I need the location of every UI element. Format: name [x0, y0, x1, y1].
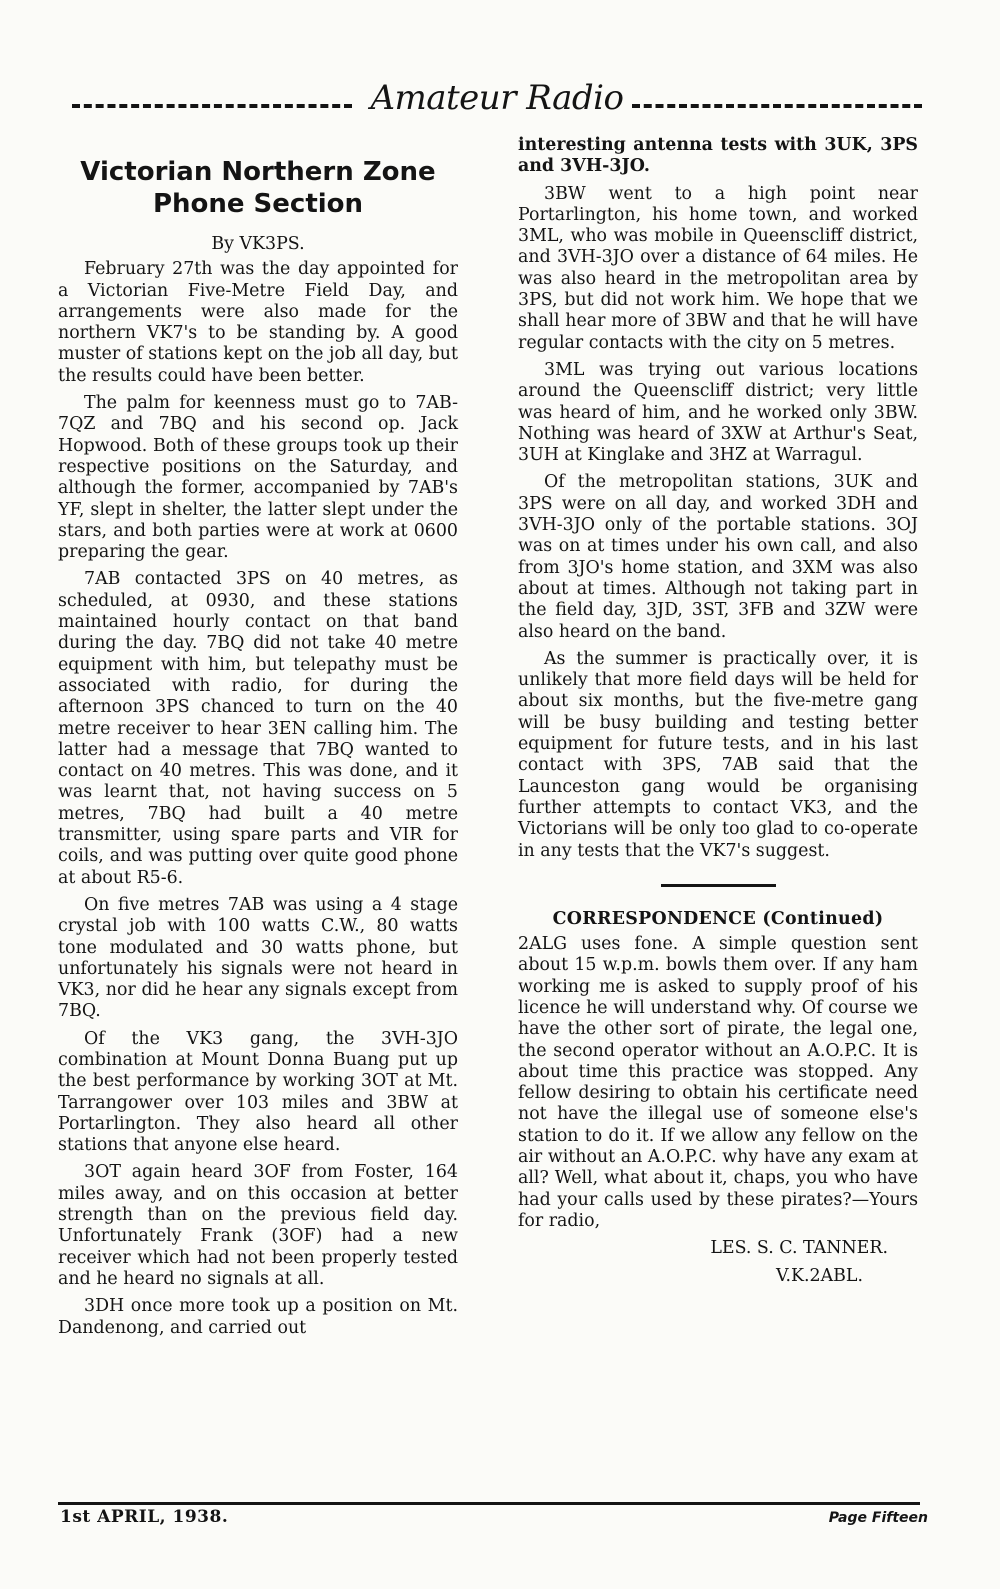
- masthead: [72, 78, 922, 130]
- article-title-line2: Phone Section: [152, 189, 364, 219]
- left-column: [58, 150, 458, 1345]
- article-paragraph: 3ML was trying out various locations around the Queenscliff district; very little was heard of him, and he worked only 3BW. Nothing was heard of 3XW at Arthur's Seat, 3UH at Kinglake and 3HZ at Warragul.: [518, 359, 918, 466]
- correspondence-body: 2ALG uses fone. A simple question sent about 15 w.p.m. bowls them over. If any ham working me is asked to supply proof of his licence he will understand why. Of course we have the other sort of pirate, the legal one, the second operator without an A.O.P.C. It is about time this practice was stopped. Any fellow desiring to obtain his certificate need not have the illegal use of someone else's station to do it. If we allow any fellow on the air without an A.O.P.C. why have any exam at all? Well, what about it, chaps, you who have had your calls used by these pirates?—Yours for radio,: [518, 934, 918, 1231]
- article-paragraph: interesting antenna tests with 3UK, 3PS and 3VH-3JO.: [518, 135, 918, 177]
- right-column: [518, 135, 918, 1293]
- article-paragraph: 7AB contacted 3PS on 40 metres, as scheduled, at 0930, and these stations maintained hourly contact on that band during the day. 7BQ did not take 40 metre equipment with him, but telepathy must be associated with radio, for during the afternoon 3PS chanced to turn on the 40 metre receiver to hear 3EN calling him. The latter had a message that 7BQ wanted to contact on 40 metres. This was done, and it was learnt that, not having success on 5 metres, 7BQ had built a 40 metre transmitter, using spare parts and VIR for coils, and was putting over quite good phone at about R5-6.: [58, 569, 458, 888]
- page-number: Page Fifteen: [828, 1510, 928, 1526]
- masthead-rule-right: [632, 104, 922, 108]
- section-separator: [661, 884, 776, 887]
- masthead-rule-left: [72, 104, 352, 108]
- article-paragraph: As the summer is practically over, it is unlikely that more field days will be held for about six months, but the five-metre gang will be busy building and testing better equipment for future tests, and in his last contact with 3PS, 7AB said that the Launceston gang would be organising further attempts to contact VK3, and the Victorians will be only too glad to co-operate in any tests that the VK7's suggest.: [518, 648, 918, 861]
- magazine-title: Amateur Radio: [370, 78, 624, 118]
- article-paragraph: 3DH once more took up a position on Mt. Dandenong, and carried out: [58, 1296, 458, 1338]
- article-paragraph: The palm for keenness must go to 7AB-7QZ and 7BQ and his second op. Jack Hopwood. Both of these groups took up their respective positions on the Saturday, and although the former, accompanied by 7AB's YF, slept in shelter, the latter slept under the stars, and both parties were at work at 0600 preparing the gear.: [58, 393, 458, 563]
- article-paragraph: Of the metropolitan stations, 3UK and 3PS were on all day, and worked 3DH and 3VH-3JO only of the portable stations. 3OJ was on at times under his own call, and also from 3JO's home station, and 3XM was also about at times. Although not taking part in the field day, 3JD, 3ST, 3FB and 3ZW were also heard on the band.: [518, 472, 918, 642]
- article-byline: By VK3PS.: [211, 234, 305, 254]
- article-paragraph: 3BW went to a high point near Portarlington, his home town, and worked 3ML, who was mobile in Queenscliff district, and 3VH-3JO over a distance of 64 miles. He was also heard in the metropolitan area by 3PS, but did not work him. We hope that we shall hear more of 3BW and that he will have regular contacts with the city on 5 metres.: [518, 183, 918, 353]
- signature-name: LES. S. C. TANNER.: [710, 1238, 888, 1259]
- article-paragraph: 3OT again heard 3OF from Foster, 164 miles away, and on this occasion at better strength than on the previous field day. Unfortunately Frank (3OF) had a new receiver which had not been properly tested and he heard no signals at all.: [58, 1162, 458, 1289]
- article-paragraph: On five metres 7AB was using a 4 stage crystal job with 100 watts C.W., 80 watts tone modulated and 30 watts phone, but unfortunately his signals were not heard in VK3, nor did he hear any signals except from 7BQ.: [58, 894, 458, 1022]
- correspondence-heading: CORRESPONDENCE (Continued): [552, 908, 884, 929]
- footer-rule: [58, 1502, 920, 1505]
- article-paragraph: Of the VK3 gang, the 3VH-3JO combination at Mount Donna Buang put up the best performance by working 3OT at Mt. Tarrangower over 103 miles and 3BW at Portarlington. They also heard all other stations that anyone else heard.: [58, 1028, 458, 1156]
- signature-callsign: V.K.2ABL.: [775, 1265, 863, 1286]
- article-paragraph: February 27th was the day appointed for a Victorian Five-Metre Field Day, and arrangements were also made for the northern VK7's to be standing by. A good muster of stations kept on the job all day, but the results could have been better.: [58, 259, 458, 386]
- issue-date: 1st APRIL, 1938.: [60, 1507, 229, 1527]
- article-title-line1: Victorian Northern Zone: [80, 157, 436, 187]
- article-title: [58, 156, 458, 220]
